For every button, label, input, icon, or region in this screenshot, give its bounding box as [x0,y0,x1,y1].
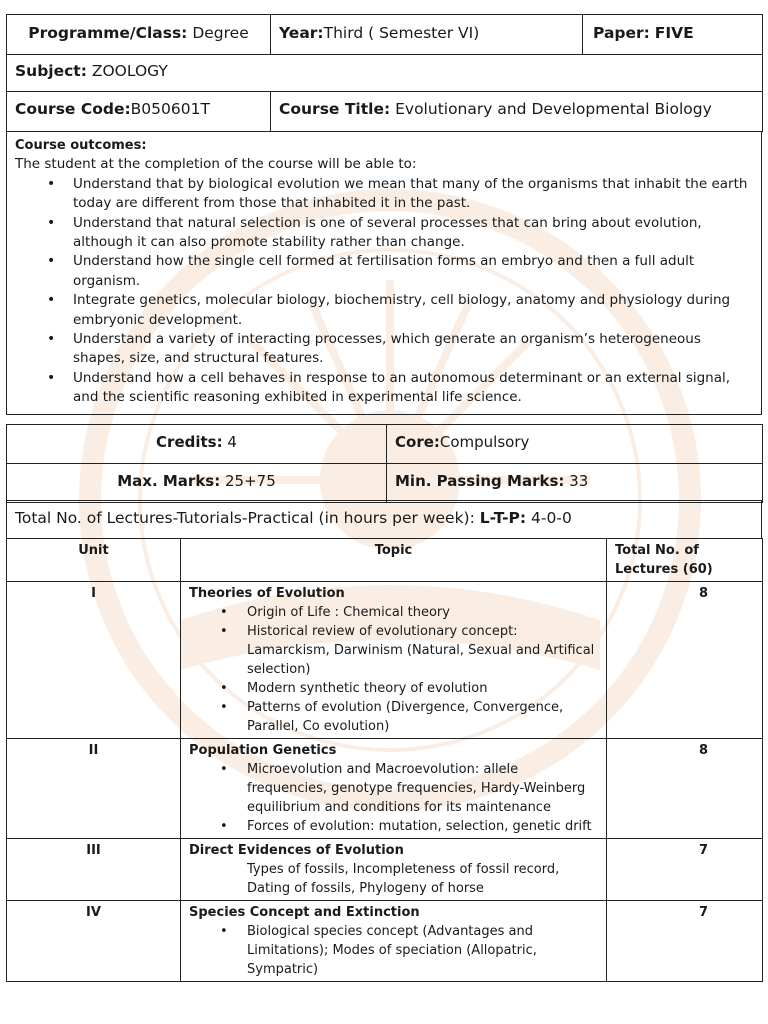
topic-title: Direct Evidences of Evolution [189,843,404,858]
paper-label: Paper: [593,24,650,42]
topic-list [187,922,600,979]
course-title-cell [271,92,763,132]
year-label: Year: [279,24,324,42]
topic-cell [181,739,607,839]
topic-point: • Patterns of evolution (Divergence, Convergence, Parallel, Co evolution) [247,698,600,736]
topic-cell [181,839,607,901]
topic-cell [181,582,607,739]
course-outcomes-cell [7,132,762,415]
topic-list [187,760,600,836]
programme-cell [7,15,271,55]
lecture-count: 7 [607,839,763,901]
outcome-item: • Understand how the single cell formed at fertilisation forms an embryo and then a full adult organism. [73,252,753,291]
subject-label: Subject: [15,62,87,80]
subject-cell [7,55,763,92]
outcome-item: • Understand a variety of interacting processes, which generate an organism’s heterogeneous shapes, size, and structural features. [73,330,753,369]
unit-number: III [7,839,181,901]
min-marks-cell [387,464,763,503]
credits-value: 4 [227,433,237,451]
table-row [7,901,763,982]
outcome-item: • Understand that natural selection is one of several processes that can bring about evolution, although it can also promote stability rather than change. [73,214,753,253]
course-title-value: Evolutionary and Developmental Biology [395,100,712,118]
credits-table [6,424,763,503]
topic-point: • Microevolution and Macroevolution: allele frequencies, genotype frequencies, Hardy-Weinberg equilibrium and conditions for its maintenance [247,760,600,817]
table-row [7,739,763,839]
unit-number: I [7,582,181,739]
max-marks-value: 25+75 [225,472,276,490]
table-row [7,582,763,739]
max-marks-cell [7,464,387,503]
course-code-cell [7,92,271,132]
min-marks-label: Min. Passing Marks: [395,472,565,490]
outcomes-intro: The student at the completion of the course will be able to: [15,156,417,173]
topic-title: Theories of Evolution [189,586,345,601]
unit-number: IV [7,901,181,982]
course-code-value: B050601T [130,100,210,118]
topic-point: • Modern synthetic theory of evolution [247,679,600,698]
unit-header: Unit [7,539,181,582]
course-header-table [6,14,763,132]
year-value: Third ( Semester VI) [323,24,480,42]
outcomes-title: Course outcomes: [15,138,147,153]
year-cell [271,15,583,55]
table-row [7,839,763,901]
units-table [6,538,763,982]
min-marks-value: 33 [569,472,589,490]
lectures-label: Total No. of Lectures-Tutorials-Practical (in hours per week): [15,509,475,527]
units-header-row [7,539,763,582]
max-marks-label: Max. Marks: [117,472,221,490]
ltp-value: 4-0-0 [531,509,572,527]
course-title-label: Course Title: [279,100,391,118]
paper-value: FIVE [654,24,694,42]
lecture-count: 7 [607,901,763,982]
topic-cell [181,901,607,982]
outcome-item: • Understand how a cell behaves in response to an autonomous determinant or an external signal, and the scientific reasoning exhibited in experimental life science. [73,369,753,408]
topic-point: • Biological species concept (Advantages and Limitations); Modes of speciation (Allopatric, Sympatric) [247,922,600,979]
lecture-count: 8 [607,582,763,739]
core-cell [387,425,763,464]
subject-value: ZOOLOGY [91,62,168,80]
course-outcomes-table [6,131,762,415]
ltp-label: L-T-P: [479,509,527,527]
unit-number: II [7,739,181,839]
credits-label: Credits: [156,433,223,451]
outcomes-list [15,175,753,408]
lecture-count: 8 [607,739,763,839]
core-value: Compulsory [439,433,530,451]
paper-cell [583,15,763,55]
topic-point: • Historical review of evolutionary concept: Lamarckism, Darwinism (Natural, Sexual and Artifical selection) [247,622,600,679]
programme-value: Degree [192,24,249,42]
lectures-table [6,500,762,539]
lectures-header: Total No. of Lectures (60) [607,539,763,582]
topic-header: Topic [181,539,607,582]
programme-label: Programme/Class: [28,24,188,42]
topic-point: • Forces of evolution: mutation, selection, genetic drift [247,817,600,836]
outcome-item: • Understand that by biological evolution we mean that many of the organisms that inhabit the earth today are different from those that inhabited it in the past. [73,175,753,214]
topic-list [187,603,600,736]
outcome-item: • Integrate genetics, molecular biology, biochemistry, cell biology, anatomy and physiology during embryonic development. [73,291,753,330]
course-code-label: Course Code: [15,100,131,118]
topic-title: Population Genetics [189,743,337,758]
lectures-cell [7,501,762,539]
topic-title: Species Concept and Extinction [189,905,420,920]
topic-text: Types of fossils, Incompleteness of fossil record, Dating of fossils, Phylogeny of horse [247,862,560,896]
credits-cell [7,425,387,464]
topic-point: • Origin of Life : Chemical theory [247,603,600,622]
core-label: Core: [395,433,440,451]
